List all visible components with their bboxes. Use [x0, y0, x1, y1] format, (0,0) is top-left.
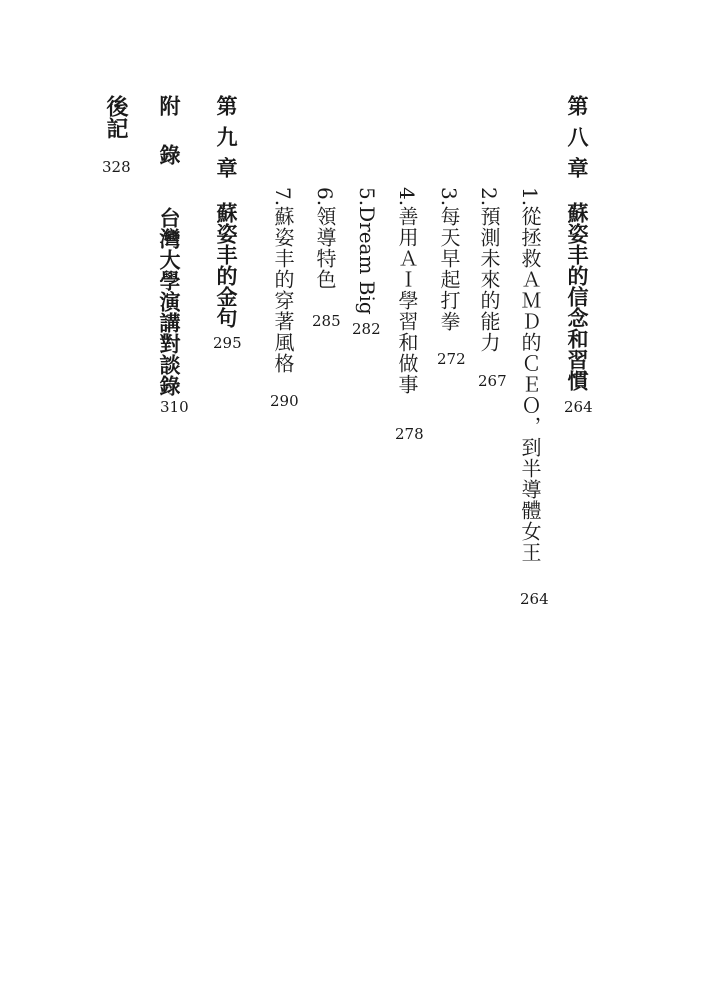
toc-item-2 — [479, 187, 499, 353]
chapter-8-heading — [566, 95, 587, 391]
toc-item-4-title: 善用ＡＩ學習和做事 — [395, 206, 419, 396]
toc-item-2-page: 267 — [478, 372, 507, 390]
toc-item-3-title: 每天早起打拳 — [437, 206, 461, 333]
afterword-page: 328 — [102, 158, 131, 176]
toc-item-6-page: 285 — [312, 312, 341, 330]
toc-item-2-num: 2. — [477, 187, 501, 207]
afterword-title: 後記 — [103, 95, 128, 139]
chapter-9-heading — [215, 95, 236, 328]
appendix-heading — [158, 95, 179, 396]
toc-item-6-title: 領導特色 — [313, 206, 337, 291]
chapter-9-page: 295 — [213, 334, 242, 352]
appendix-title: 台灣大學演講對談錄 — [157, 207, 181, 396]
toc-item-1-title: 從拯救ＡＭＤ的ＣＥＯ，到半導體女王 — [518, 206, 542, 564]
chapter-9-title: 蘇姿丰的金句 — [214, 202, 238, 328]
toc-item-4 — [397, 187, 417, 395]
toc-item-7-title: 蘇姿丰的穿著風格 — [271, 206, 295, 375]
toc-item-4-page: 278 — [395, 425, 424, 443]
toc-item-3-num: 3. — [437, 187, 461, 207]
chapter-8-label: 第八章 — [565, 95, 589, 188]
toc-item-1-num: 1. — [518, 187, 542, 207]
toc-item-1 — [520, 187, 540, 563]
toc-item-2-title: 預測未來的能力 — [477, 206, 501, 354]
afterword-heading — [104, 95, 126, 139]
toc-item-1-page: 264 — [520, 590, 549, 608]
toc-item-7-num: 7. — [271, 187, 295, 207]
toc-item-7-page: 290 — [270, 392, 299, 410]
toc-item-4-num: 4. — [395, 187, 419, 207]
toc-item-7 — [273, 187, 293, 374]
toc-item-3-page: 272 — [437, 350, 466, 368]
chapter-8-title: 蘇姿丰的信念和習慣 — [565, 202, 589, 391]
chapter-9-label: 第九章 — [214, 95, 238, 188]
appendix-page: 310 — [160, 398, 189, 416]
toc-item-5-page: 282 — [352, 320, 381, 338]
toc-item-5 — [357, 187, 377, 315]
toc-item-3 — [439, 187, 459, 332]
appendix-label: 附錄 — [157, 95, 181, 193]
chapter-8-page: 264 — [564, 398, 593, 416]
toc-item-6-num: 6. — [313, 187, 337, 207]
toc-item-5-title: Dream Big — [355, 206, 379, 315]
toc-item-5-num: 5. — [355, 187, 379, 207]
toc-item-6 — [315, 187, 335, 290]
